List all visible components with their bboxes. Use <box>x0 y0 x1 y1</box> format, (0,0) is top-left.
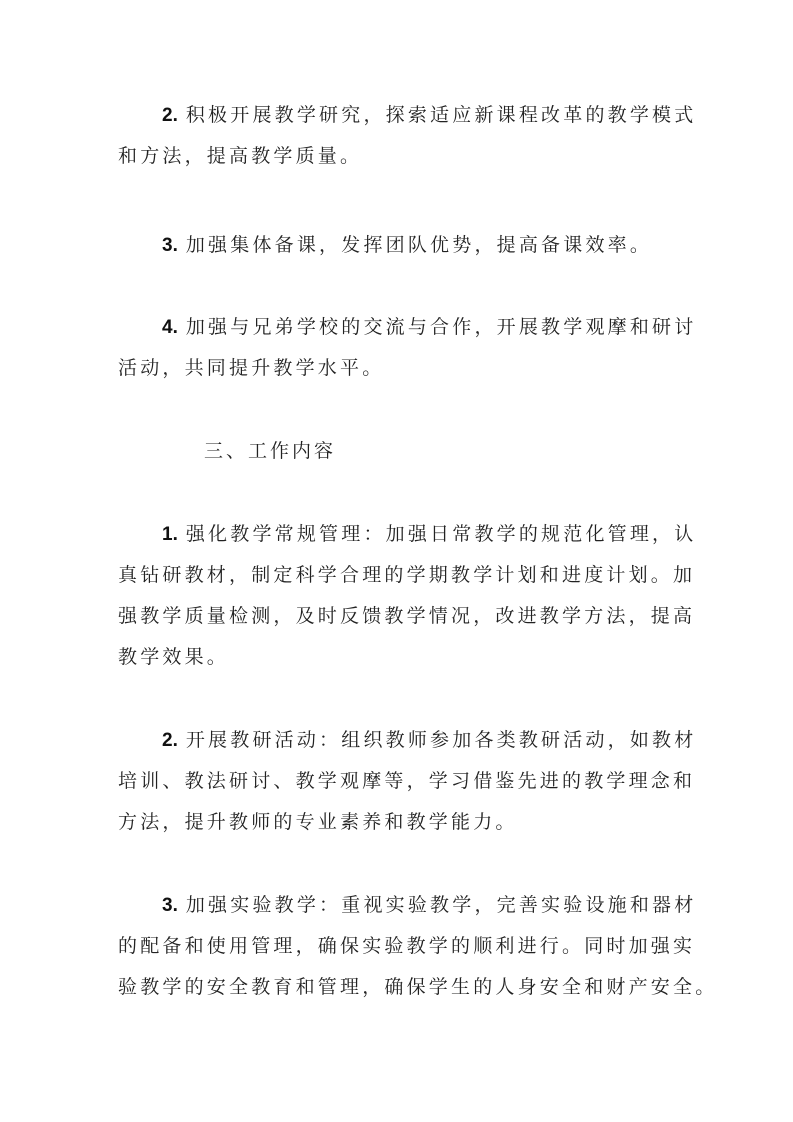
list-number: 3. <box>162 235 178 256</box>
section-paragraph-1-line-3: 强教学质量检测，及时反馈教学情况，改进教学方法，提高 <box>118 605 696 627</box>
paragraph-2-line-2: 和方法，提高教学质量。 <box>118 145 363 167</box>
paragraph-4-line-2: 活动，共同提升教学水平。 <box>118 357 385 379</box>
section-paragraph-3-line-2: 的配备和使用管理，确保实验教学的顺利进行。同时加强实 <box>118 935 696 957</box>
section-paragraph-1-line-1 <box>162 522 696 547</box>
list-number: 1. <box>162 524 178 545</box>
section-heading: 三、工作内容 <box>204 440 337 462</box>
section-paragraph-2-line-3: 方法，提升教师的专业素养和教学能力。 <box>118 811 518 833</box>
list-number: 2. <box>162 105 178 126</box>
section-paragraph-2-line-2: 培训、教法研讨、教学观摩等，学习借鉴先进的教学理念和 <box>118 770 696 792</box>
list-number: 4. <box>162 317 178 338</box>
paragraph-text: 加强集体备课，发挥团队优势，提高备课效率。 <box>185 234 653 256</box>
paragraph-4-line-1 <box>162 315 696 340</box>
section-paragraph-2-line-1 <box>162 728 696 753</box>
paragraph-2-line-1 <box>162 103 696 128</box>
paragraph-text: 加强与兄弟学校的交流与合作，开展教学观摩和研讨 <box>185 316 697 338</box>
paragraph-3-line-1 <box>162 233 652 258</box>
paragraph-text: 积极开展教学研究，探索适应新课程改革的教学模式 <box>185 104 697 126</box>
section-paragraph-1-line-2: 真钻研教材，制定科学合理的学期教学计划和进度计划。加 <box>118 564 696 586</box>
section-paragraph-3-line-3: 验教学的安全教育和管理，确保学生的人身安全和财产安全。 <box>118 976 718 998</box>
list-number: 3. <box>162 895 178 916</box>
paragraph-text: 加强实验教学：重视实验教学，完善实验设施和器材 <box>185 894 697 916</box>
paragraph-text: 强化教学常规管理：加强日常教学的规范化管理，认 <box>185 523 697 545</box>
section-paragraph-3-line-1 <box>162 893 696 918</box>
section-paragraph-1-line-4: 教学效果。 <box>118 646 230 668</box>
paragraph-text: 开展教研活动：组织教师参加各类教研活动，如教材 <box>185 729 697 751</box>
list-number: 2. <box>162 730 178 751</box>
